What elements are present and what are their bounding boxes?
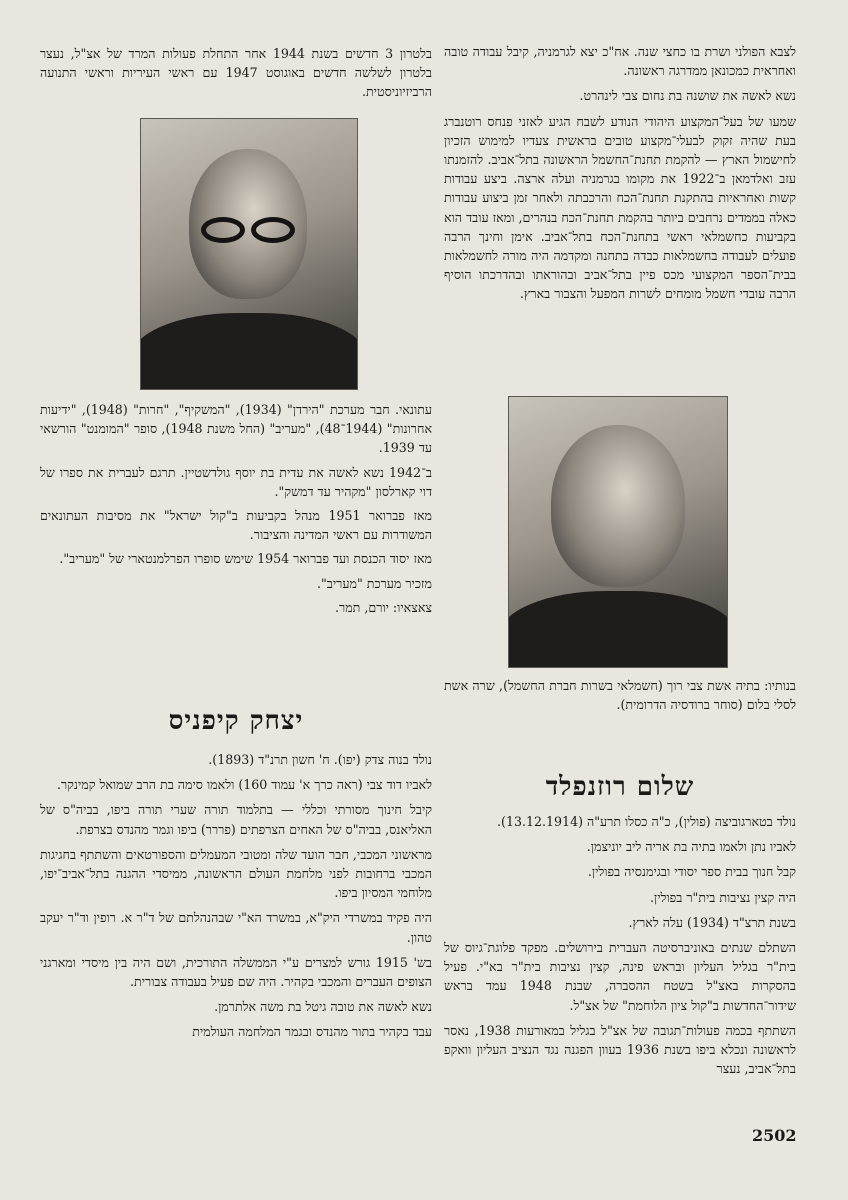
left-caption-line: עתונאי. חבר מערכת "הירדן" (1934), "המשקיף", "חרות" (1948), "ידיעות אחרונות" (1944־48), "מעריב" (החל משנת 1948), סופר "המומנט" הורשאי עד 1939. — [40, 402, 433, 456]
right-caption — [444, 676, 796, 719]
section-title-yitzhak-kipnis: יצחק קיפניס — [168, 706, 304, 736]
portrait-photo — [508, 396, 728, 668]
bio-paragraph: השתלם שנתים באוניברסיטה העברית בירושלים. מפקד פלוגת־גיוס של בית"ר בגליל העליון ובראש פינה, קצין נציבות בית"ר בא"י. פעיל בהסקרות באצ"ל בשטח ההסברה, שבנת 1948 עמד בראש שידור־החדשות ב"קול ציון הלוחמת" של אצ"ל. — [444, 940, 796, 1013]
left-column — [40, 44, 432, 108]
bio-paragraph: היה פקיד במשרדי היק"א, במשרד הא"י שבהנהלתם של ד"ר א. רופין וד"ר יעקב טהון. — [40, 910, 432, 945]
right-top-paragraph: נשא לאשה את שושנה בת נחום צבי לינהרט. — [579, 88, 796, 104]
bio-paragraph: בש' 1915 גורש למצרים ע"י הממשלה התורכית, ושם היה בין מיסדי ומארגני הצופים העברים והמכבי בקהיר. היה שם פעיל בעבודה צבורית. — [40, 954, 433, 990]
right-column — [444, 42, 796, 310]
right-top-paragraph: שמעו של בעל־המקצוע היהודי הנודע לשבח הגיע לאזני פנחס רוטנברג בעת שהיה זקוק לבעלי־מקצוע טובים בראשית צעדיו למימוש הזכיון לחישמול הארץ — להקמת תחנת־החשמל הראשונה בתל־אביב. להזמנתו עזב ואלדמאן ב־1922 את מקומו בגרמניה ועלה ארצה. ביצע עבודות קשות ואחראיות בהתקנת תחנת־הכח והרכבתה ולאחר זמן ביצוע עבודות כאלה בממדים נרחבים ביותר בהקמת תחנת־הכח בנהרים, ומאז עובד הוא בקביעות כחשמלאי ראשי בתחנת־הכח בתל־אביב. אימן וחינך הרבה פועלים לעבודה בחשמלאות כבדה בתחנה ומקדמה היה מורה לחשמלאות בבית־הספר המקצועי מכס פיין בתל־אביב ובהוראתו ובהדרכתו הוסיף הרבה עובדי חשמל מומחים לשרות המפעל והצבור בארץ. — [444, 113, 796, 302]
bio-paragraph: בשנת תרצ"ד (1934) עלה לארץ. — [628, 914, 796, 930]
portrait-photo-with-glasses — [140, 118, 358, 390]
section-title-shalom-rosenfeld: שלום רוזנפלד — [545, 772, 695, 802]
bio-paragraph: קבל חנוך בבית ספר יסודי ובגימנסיה בפולין. — [587, 864, 796, 880]
right-caption-text: בנותיו: בתיה אשת צבי רוך (חשמלאי בשרות חברת החשמל), שרה אשת לסלי בלום (סוחר ברודסיה הדרומית). — [444, 678, 796, 713]
bio-paragraph: נשא לאשה את טובה גיטל בת משה אלתרמן. — [214, 999, 432, 1015]
right-bio-section — [444, 772, 796, 1084]
left-bio-section — [40, 706, 432, 1048]
bio-paragraph: קיבל חינוך מסורתי וכללי — בתלמוד תורה שערי תורה ביפו, בביה"ס של האליאנס, בביה"ס של האחים הצרפתים (פררר) ביפו וגמר מהנדס בצרפת. — [40, 802, 432, 837]
right-top-paragraph: לצבא הפולני ושרת בו כחצי שנה. אח"כ יצא לגרמניה, קיבל עבודה טובה ואחראית כמכונאן ממדרגה ראשונה. — [444, 44, 796, 79]
bio-paragraph: עבד בקהיר בתור מהנדס ובגמר המלחמה העולמית — [192, 1024, 432, 1040]
bio-paragraph: לאביו נתן ולאמו בתיה בת אריה ליב יוניצמן. — [586, 839, 796, 855]
left-caption — [40, 400, 432, 622]
left-top-paragraph: בלטרון 3 חדשים בשנת 1944 אחר התחלת פעולות המרד של אצ"ל, נעצר בלטרון לשלשה חדשים באוגוסט 1947 עם ראשי העיריות וראשי התנועה הרביזיוניסטית. — [40, 46, 432, 100]
left-caption-line: מזכיר מערכת "מעריב". — [317, 575, 432, 591]
left-caption-line: מאז פברואר 1951 מנהל בקביעות ב"קול ישראל" את מסיבות העתונאים המשודרות עם ראשי המדינה והציבור. — [40, 508, 432, 543]
bio-paragraph: היה קצין נציבות בית"ר בפולין. — [650, 889, 796, 905]
left-caption-line: מאז יסוד הכנסת ועד פברואר 1954 שימש סופרו הפרלמנטארי של "מעריב". — [59, 551, 432, 567]
bio-paragraph: מראשוני המכבי, חבר הועד שלה ומטובי המעמלים והספורטאים והשתתף בחגיגות המכבי ברחובות לפני מלחמת העולם הראשונה, ממיסדי ההגנה בתל־אביב־יפו, מלוחמי המסיון ביפו. — [40, 846, 432, 901]
bio-paragraph: נולד בנוה צדק (יפו). ח' חשון תרנ"ד (1893). — [208, 752, 432, 767]
page-number: 2502 — [752, 1126, 797, 1145]
bio-paragraph: לאביו דוד צבי (ראה כרך א' עמוד 160) ולאמו סימה בת הרב שמואל קמינקר. — [56, 777, 432, 793]
bio-paragraph: נולד בטארגוביצה (פולין), כ"ה כסלו תרע"ה (13.12.1914). — [497, 814, 796, 829]
left-caption-line: ב־1942 נשא לאשה את עדית בת יוסף גולדשטיין. תרגם לעברית את ספרו של דוי קארלסון "מקהיר עד דמשק". — [40, 464, 432, 499]
left-caption-line: צאצאיו: יורם, תמר. — [335, 599, 432, 615]
bio-paragraph: השתתף בכמה פעולות־תגובה של אצ"ל בגליל במאורעות 1938, נאסר לראשונה ונכלא ביפו בשנת 1936 בעוון הפגנה נגד הנציב העליון וואקפ בתל־אביב, נעצר — [444, 1022, 796, 1077]
